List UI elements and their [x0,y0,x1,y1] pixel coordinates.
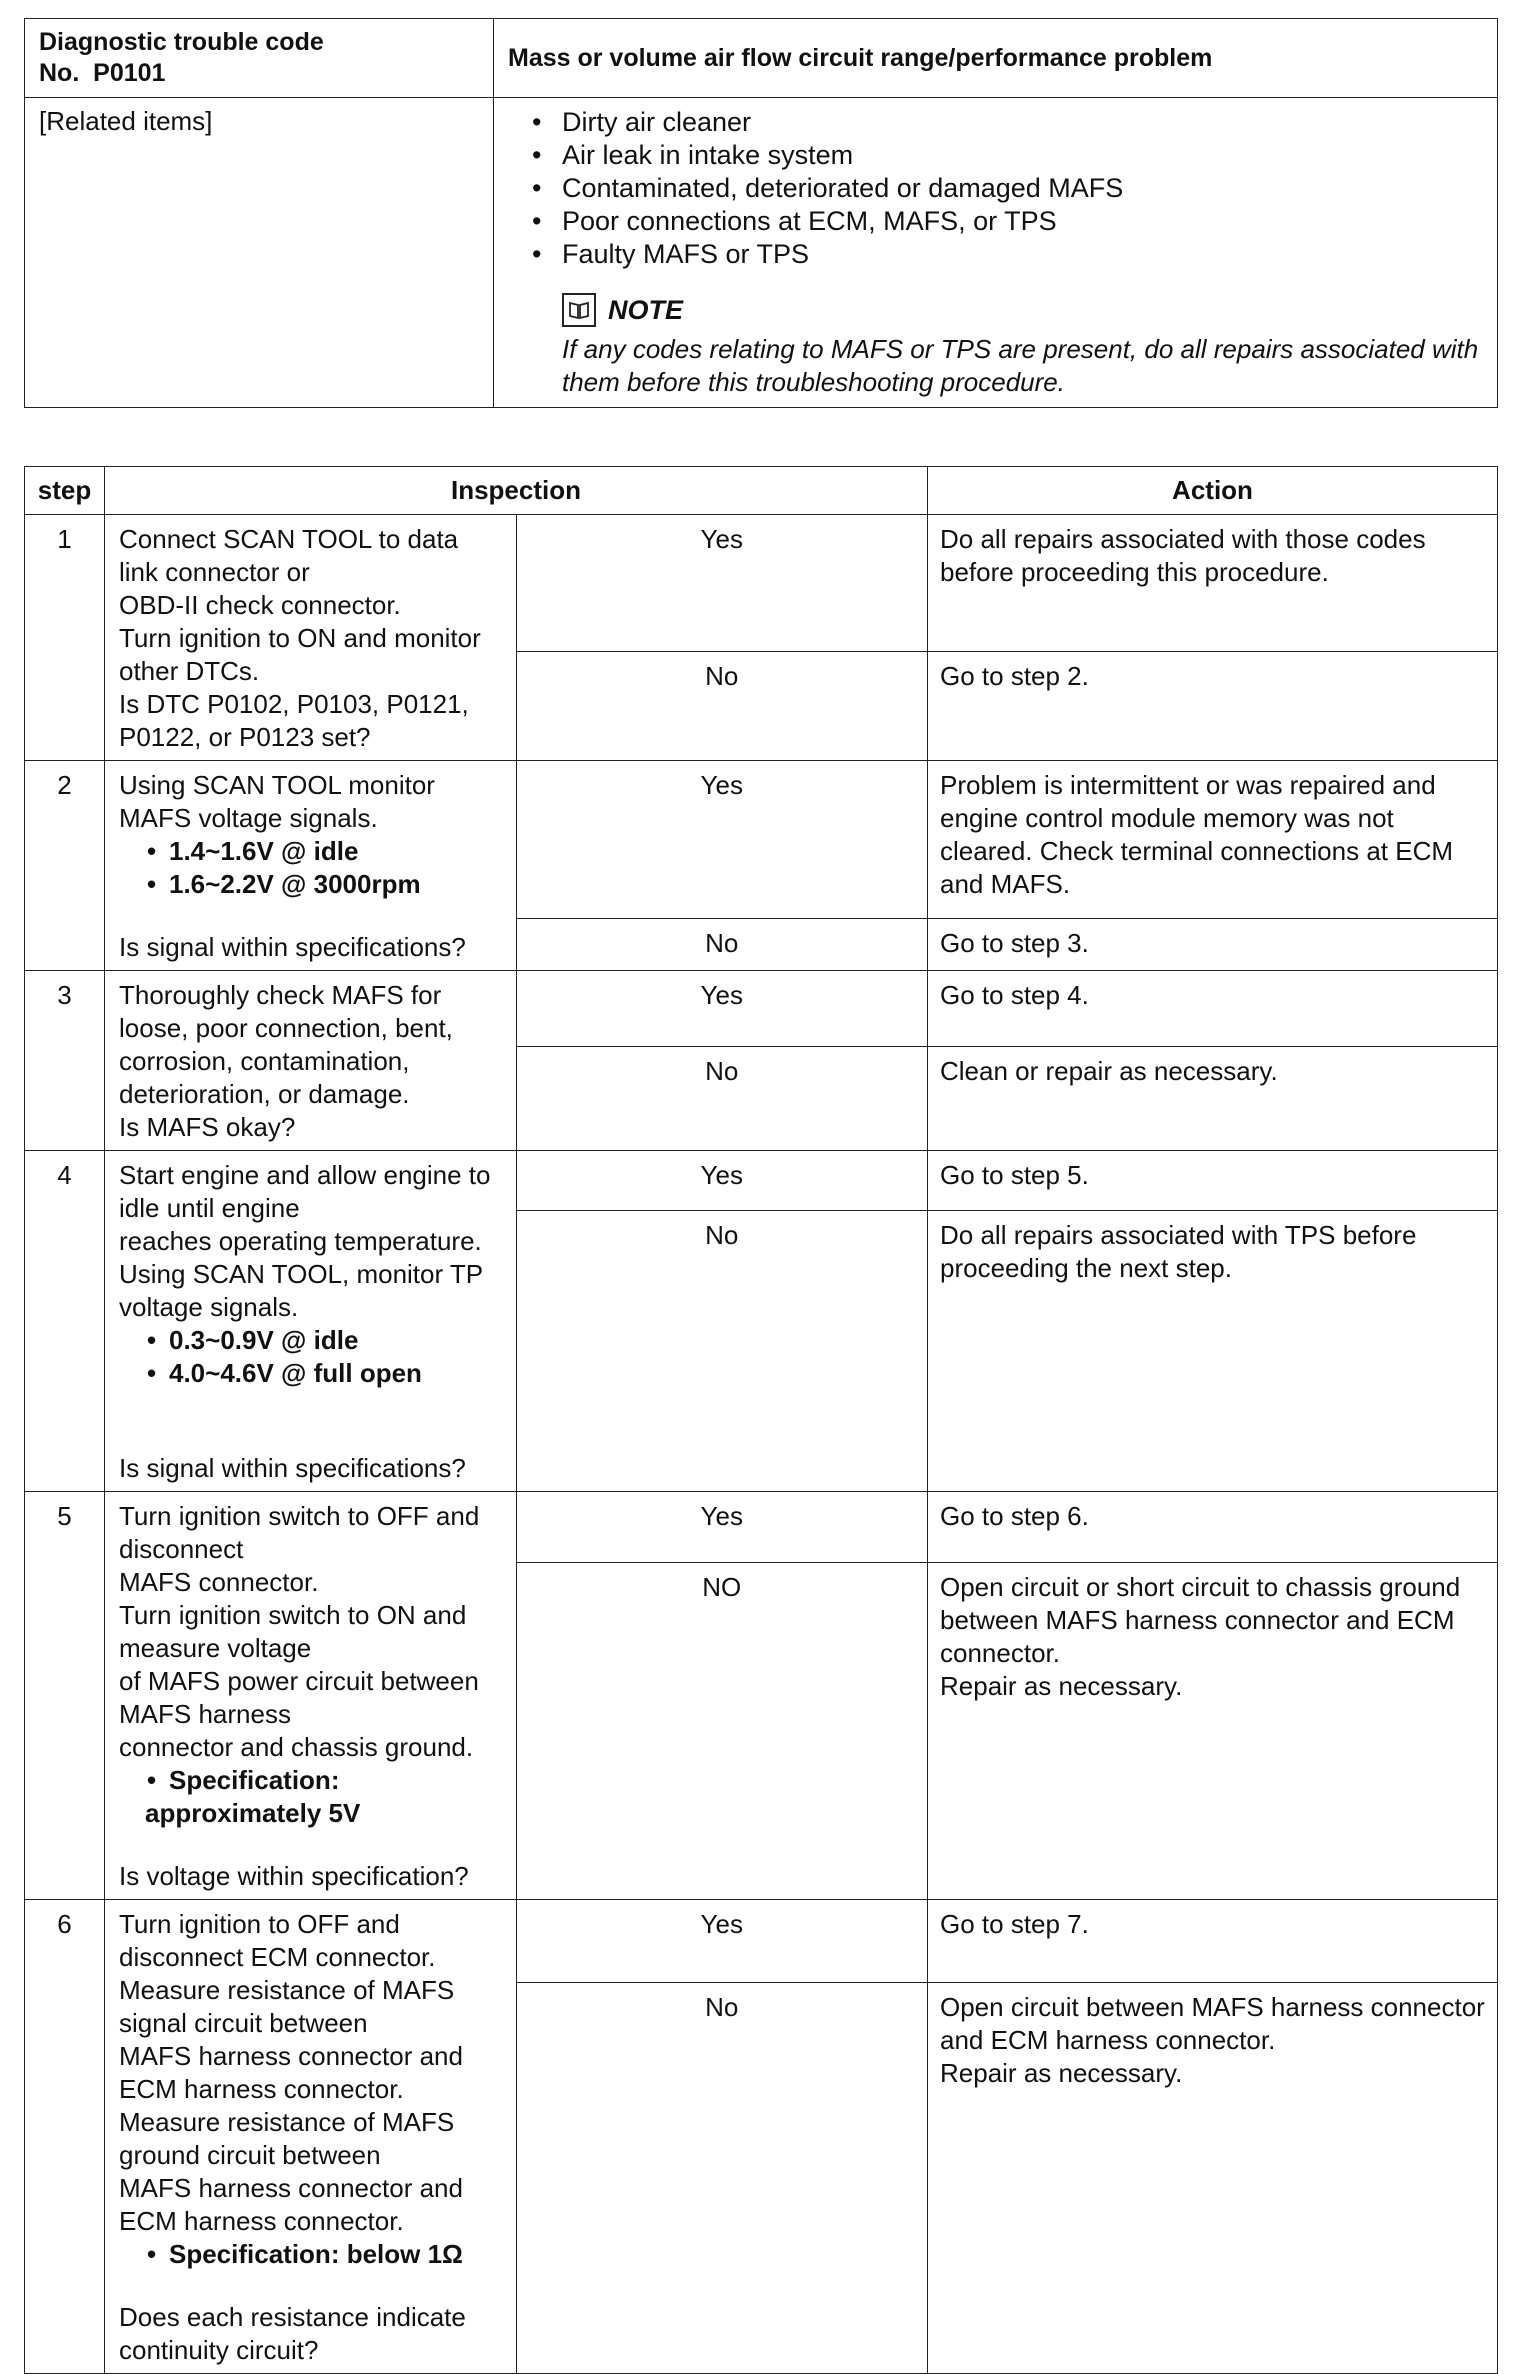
step-row [25,515,1498,652]
inspection-line: of MAFS power circuit between MAFS harness [119,1666,479,1729]
no-action: Go to step 3. [928,919,1498,971]
no-action: Do all repairs associated with TPS before proceeding the next step. [928,1210,1498,1491]
note-heading [562,293,1483,327]
step-inspection [105,1151,517,1492]
related-items-cell [494,98,1498,408]
no-action: Go to step 2. [928,652,1498,761]
related-item: • Contaminated, deteriorated or damaged MAFS [530,172,1483,205]
col-step-header: step [25,467,105,515]
inspection-question: Does each resistance indicate continuity circuit? [119,2302,466,2365]
inspection-line: Is DTC P0102, P0103, P0121, P0122, or P0123 set? [119,689,469,752]
inspection-line: MAFS harness connector and ECM harness connector. [119,2041,463,2104]
inspection-line: Measure resistance of MAFS ground circuit between [119,2107,455,2170]
no-label: No [516,1046,928,1150]
no-label: No [516,919,928,971]
inspection-line: Turn ignition switch to ON and measure voltage [119,1600,467,1663]
dtc-code-cell [25,19,494,98]
step-inspection [105,1492,517,1900]
step-number: 6 [25,1900,105,2374]
yes-label: Yes [516,1900,928,1983]
no-action [928,1562,1498,1899]
document-page [24,18,1498,2374]
dtc-header-table [24,18,1498,408]
yes-action: Go to step 4. [928,971,1498,1047]
col-inspection-header: Inspection [105,467,928,515]
inspection-line: Using SCAN TOOL, monitor TP voltage signals. [119,1259,483,1322]
related-item: • Air leak in intake system [530,139,1483,172]
step-row [25,1492,1498,1563]
spec-item: • 1.4~1.6V @ idle [119,835,504,868]
inspection-question: Is signal within specifications? [119,932,466,962]
spec-item: • Specification: below 1Ω [119,2238,504,2271]
step-inspection [105,515,517,761]
yes-action: Do all repairs associated with those codes before proceeding this procedure. [928,515,1498,652]
inspection-line: Using SCAN TOOL monitor MAFS voltage signals. [119,770,435,833]
inspection-line: Thoroughly check MAFS for loose, poor connection, bent, [119,980,453,1043]
no-action: Clean or repair as necessary. [928,1046,1498,1150]
no-label: No [516,1210,928,1491]
related-item: • Dirty air cleaner [530,106,1483,139]
note-title: NOTE [608,294,684,325]
inspection-line: corrosion, contamination, deterioration, or damage. [119,1046,410,1109]
no-action [928,1983,1498,2374]
step-number: 1 [25,515,105,761]
no-action-text: Open circuit between MAFS harness connector and ECM harness connector. [940,1992,1485,2056]
step-number: 2 [25,761,105,971]
inspection-line: Turn ignition to ON and monitor other DTCs. [119,623,481,686]
inspection-line: Measure resistance of MAFS signal circuit between [119,1975,455,2038]
dtc-code-number: No. P0101 [39,59,166,87]
inspection-line: Turn ignition to OFF and disconnect ECM connector. [119,1909,436,1972]
yes-label: Yes [516,1492,928,1563]
yes-label: Yes [516,1151,928,1211]
inspection-line: connector and chassis ground. [119,1732,474,1762]
procedure-table [24,466,1498,2374]
no-label: NO [516,1562,928,1899]
yes-action: Go to step 5. [928,1151,1498,1211]
step-row [25,1900,1498,1983]
inspection-line: MAFS harness connector and ECM harness connector. [119,2173,463,2236]
no-action-text: Repair as necessary. [940,1670,1183,1701]
dtc-code-label: Diagnostic trouble code [39,28,324,56]
no-label: No [516,652,928,761]
step-row [25,971,1498,1047]
inspection-line: reaches operating temperature. [119,1226,482,1256]
inspection-question: Is signal within specifications? [119,1453,466,1483]
spec-item: • Specification: approximately 5V [119,1764,504,1830]
related-items-label: [Related items] [25,98,494,408]
yes-action: Problem is intermittent or was repaired and engine control module memory was not cleared. Check terminal connections at ECM and MAFS. [928,761,1498,919]
procedure-header-row [25,467,1498,515]
inspection-line: OBD-II check connector. [119,590,401,620]
spec-item: • 1.6~2.2V @ 3000rpm [119,868,504,901]
spec-item: • 4.0~4.6V @ full open [119,1357,504,1390]
yes-label: Yes [516,515,928,652]
step-row [25,761,1498,919]
inspection-line: Start engine and allow engine to idle until engine [119,1160,491,1223]
yes-action: Go to step 7. [928,1900,1498,1983]
step-inspection [105,1900,517,2374]
related-item: • Poor connections at ECM, MAFS, or TPS [530,205,1483,238]
inspection-line: MAFS connector. [119,1567,319,1597]
spec-item: • 0.3~0.9V @ idle [119,1324,504,1357]
yes-label: Yes [516,971,928,1047]
step-row [25,1151,1498,1211]
step-inspection [105,761,517,971]
inspection-line: Connect SCAN TOOL to data link connector or [119,524,459,587]
no-label: No [516,1983,928,2374]
no-action-text: Open circuit or short circuit to chassis ground between MAFS harness connector and ECM connector. [940,1571,1461,1668]
col-action-header: Action [928,467,1498,515]
book-icon [562,293,596,327]
step-number: 5 [25,1492,105,1900]
step-inspection [105,971,517,1151]
inspection-line: Is MAFS okay? [119,1112,296,1142]
dtc-title: Mass or volume air flow circuit range/performance problem [494,19,1498,98]
yes-label: Yes [516,761,928,919]
related-item: • Faulty MAFS or TPS [530,238,1483,271]
note-text: If any codes relating to MAFS or TPS are present, do all repairs associated with them before this troubleshooting procedure. [562,334,1479,397]
step-number: 3 [25,971,105,1151]
no-action-text: Repair as necessary. [940,2058,1183,2089]
yes-action: Go to step 6. [928,1492,1498,1563]
inspection-question: Is voltage within specification? [119,1861,469,1891]
inspection-line: Turn ignition switch to OFF and disconnect [119,1501,480,1564]
step-number: 4 [25,1151,105,1492]
related-items-list [530,106,1483,271]
